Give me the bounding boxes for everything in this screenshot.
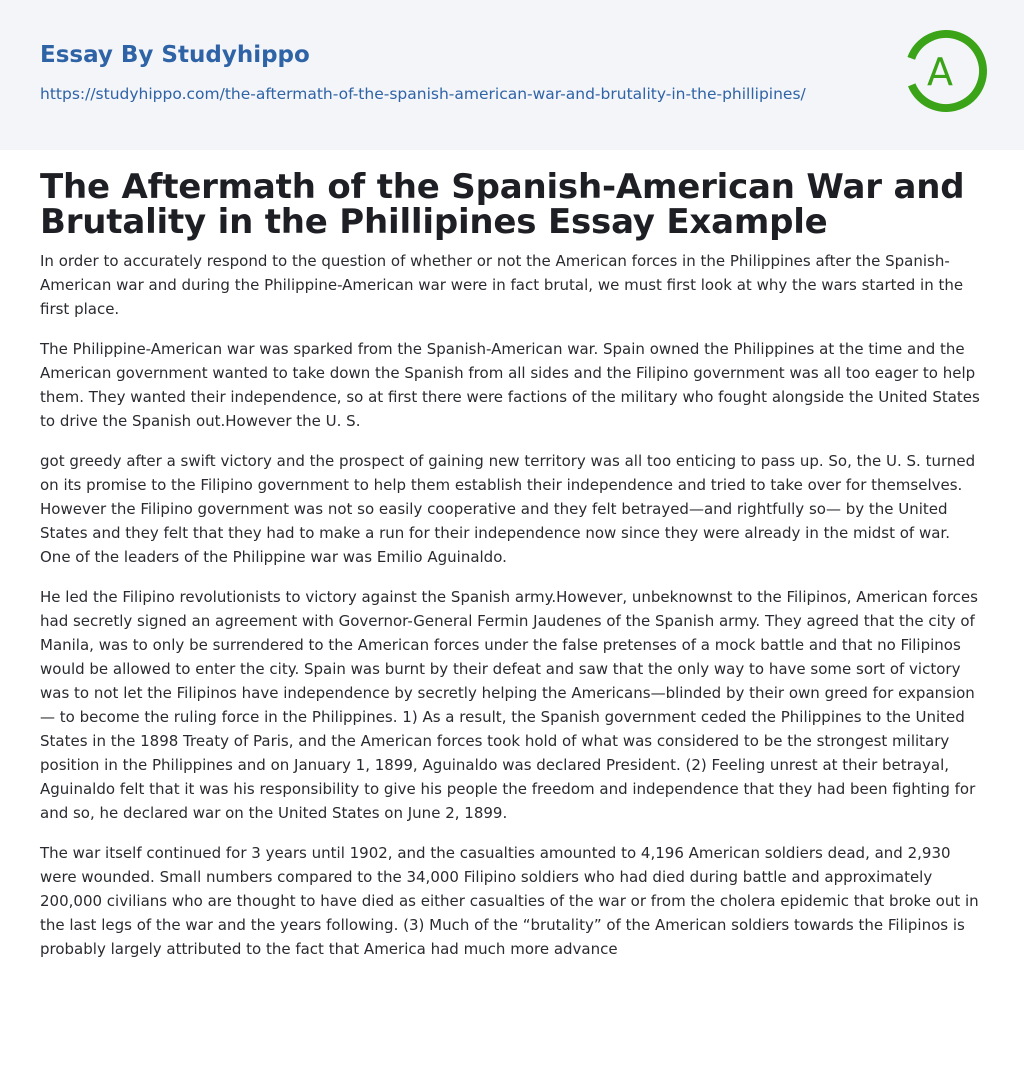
site-brand[interactable]: Essay By Studyhippo bbox=[40, 42, 310, 68]
logo-letter: A bbox=[927, 50, 953, 94]
essay-title: The Aftermath of the Spanish-American War and Brutality in the Phillipines Essay Example bbox=[40, 167, 965, 242]
essay-paragraph: The Philippine-American war was sparked from the Spanish-American war. Spain owned the Philippines at the time and the American government wanted to take down the Spanish from all sides and the Filipino government was all too eager to help them. They wanted their independence, so at first there were factions of the military who fought alongside the United States to drive the Spanish out.However the U. S. bbox=[40, 340, 980, 430]
studyhippo-logo-icon[interactable] bbox=[903, 28, 989, 114]
essay-body bbox=[40, 249, 985, 977]
site-header bbox=[0, 0, 1024, 150]
source-url-link[interactable]: https://studyhippo.com/the-aftermath-of-the-spanish-american-war-and-brutality-in-the-phillipines/ bbox=[40, 85, 806, 103]
essay-paragraph: got greedy after a swift victory and the prospect of gaining new territory was all too enticing to pass up. So, the U. S. turned on its promise to the Filipino government to help them establish their independence and tried to take over for themselves. However the Filipino government was not so easily cooperative and they felt betrayed—and rightfully so— by the United States and they felt that they had to make a run for their independence now since they were already in the midst of war. One of the leaders of the Philippine war was Emilio Aguinaldo. bbox=[40, 452, 976, 566]
essay-paragraph: The war itself continued for 3 years until 1902, and the casualties amounted to 4,196 American soldiers dead, and 2,930 were wounded. Small numbers compared to the 34,000 Filipino soldiers who had died during battle and approximately 200,000 civilians who are thought to have died as either casualties of the war or from the cholera epidemic that broke out in the last legs of the war and the years following. (3) Much of the “brutality” of the American soldiers towards the Filipinos is probably largely attributed to the fact that America had much more advance bbox=[40, 844, 979, 958]
essay-paragraph: In order to accurately respond to the question of whether or not the American forces in the Philippines after the Spanish-American war and during the Philippine-American war were in fact brutal, we must first look at why the wars started in the first place. bbox=[40, 252, 964, 318]
essay-paragraph: He led the Filipino revolutionists to victory against the Spanish army.However, unbeknownst to the Filipinos, American forces had secretly signed an agreement with Governor-General Fermin Jaudenes of the Spanish army. They agreed that the city of Manila, was to only be surrendered to the American forces under the false pretenses of a mock battle and that no Filipinos would be allowed to enter the city. Spain was burnt by their defeat and saw that the only way to have some sort of victory was to not let the Filipinos have independence by secretly helping the Americans—blinded by their own greed for expansion— to become the ruling force in the Philippines. 1) As a result, the Spanish government ceded the Philippines to the United States in the 1898 Treaty of Paris, and the American forces took hold of what was considered to be the strongest military position in the Philippines and on January 1, 1899, Aguinaldo was declared President. (2) Feeling unrest at their betrayal, Aguinaldo felt that it was his responsibility to give his people the freedom and independence that they had been fighting for and so, he declared war on the United States on June 2, 1899. bbox=[40, 588, 978, 822]
